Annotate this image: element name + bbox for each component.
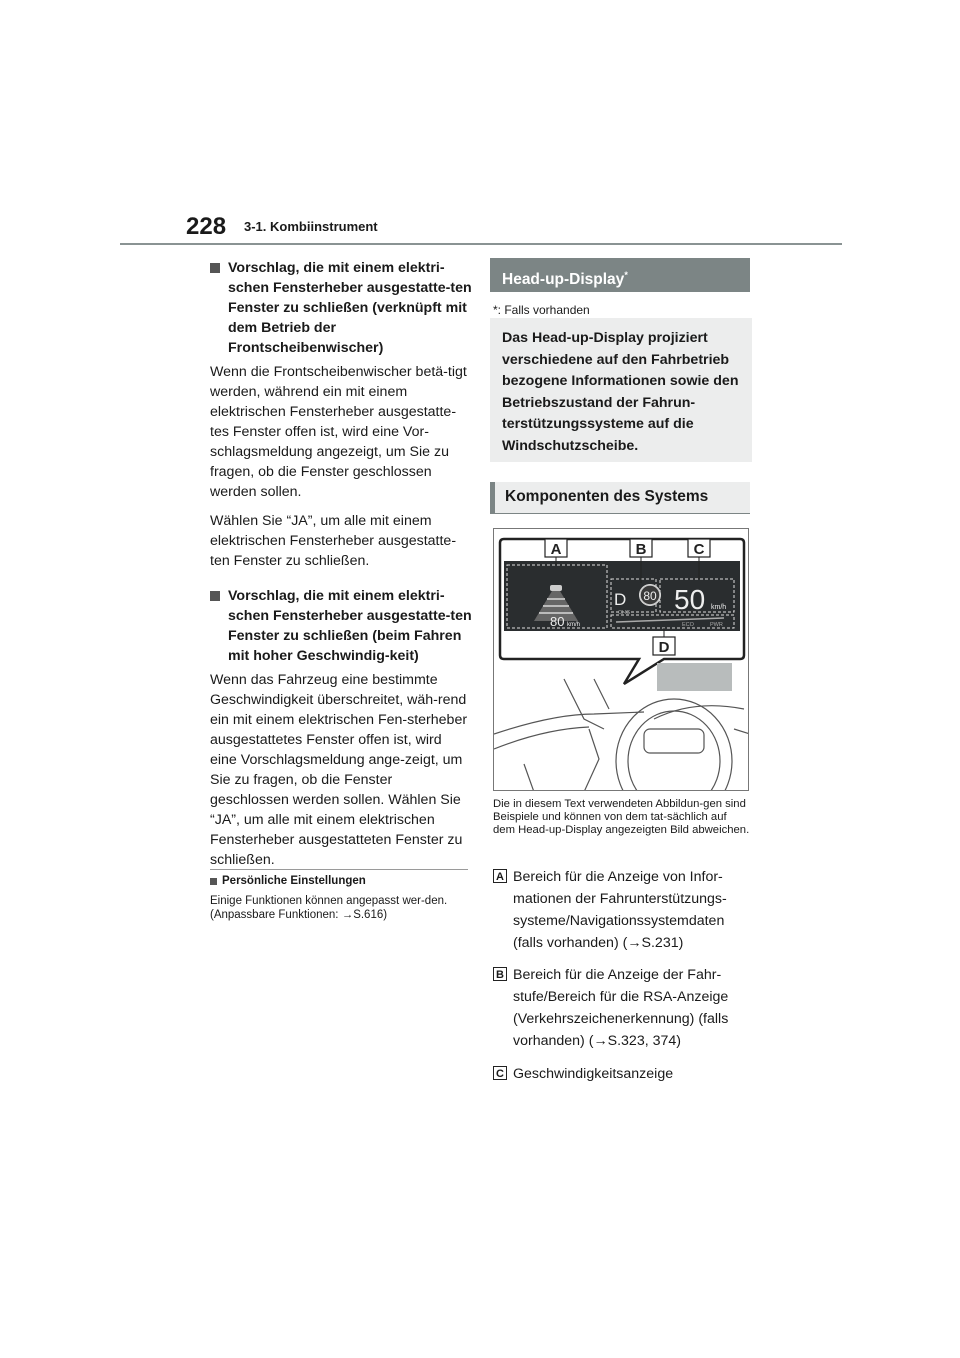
left-column — [210, 258, 472, 879]
header-rule — [120, 243, 842, 245]
square-bullet-icon — [210, 263, 220, 273]
hud-diagram — [494, 529, 749, 791]
subheading-wiper-proposal: Vorschlag, die mit einem elektri-schen Fensterheber ausgestatte-ten Fenster zu schließen (verknüpft mit dem Betrieb der Frontscheibenwischer) — [210, 258, 472, 358]
item-label: A — [493, 869, 507, 883]
label-b: B — [635, 541, 647, 558]
footnote: *: Falls vorhanden — [493, 303, 590, 317]
square-bullet-icon — [210, 591, 220, 601]
set-speed-unit: km/h — [567, 622, 581, 628]
label-d: D — [658, 639, 670, 656]
list-item — [493, 866, 751, 954]
speed-unit: km/h — [711, 604, 727, 611]
subheading-speed-proposal: Vorschlag, die mit einem elektri-schen Fensterheber ausgestatte-ten Fenster zu schließen (beim Fahren mit hoher Geschwindig-keit) — [210, 586, 472, 666]
speed-limit-value: 80 — [643, 589, 657, 603]
item-text: Bereich für die Anzeige der Fahr-stufe/Bereich für die RSA-Anzeige (Verkehrszeichenerkennung) (falls vorhanden) (→S.323, 374) — [513, 967, 729, 1049]
hud-illustration — [493, 528, 749, 791]
label-a: A — [550, 541, 562, 558]
list-item — [493, 964, 751, 1052]
label-c: C — [693, 541, 705, 558]
item-label: B — [493, 967, 507, 981]
set-speed-value: 80 — [550, 614, 565, 629]
components-heading: Komponenten des Systems — [490, 482, 750, 514]
square-bullet-icon — [210, 878, 217, 885]
figure-caption: Die in diesem Text verwendeten Abbildun-gen sind Beispiele und können von dem tat-sächlich auf dem Head-up-Display angezeigten Bild abweichen. — [493, 798, 750, 836]
section-banner-hud: Head-up-Display* — [490, 258, 750, 292]
gear-indicator: D — [614, 590, 627, 609]
note-body: Einige Funktionen können angepasst wer-den. (Anpassbare Funktionen: →S.616) — [210, 895, 448, 921]
paragraph: Wenn die Frontscheibenwischer betä-tigt werden, während ein mit einem elektrischen Fensterheber ausgestatte-tes Fenster offen ist, wird eine Vor-schlagsmeldung angezeigt, um Sie zu fragen, ob die Fenster geschlossen werden sollen. — [210, 364, 467, 500]
intro-box: Das Head-up-Display projiziert verschiedene auf den Fahrbetrieb bezogene Informationen sowie den Betriebszustand der Fahrun-terstützungssysteme auf die Windschutzscheibe. — [490, 318, 752, 462]
paragraph: Wenn das Fahrzeug eine bestimmte Geschwindigkeit überschreitet, wäh-rend ein mit einem elektrischen Fen-sterheber ausgestattetes Fenster offen ist, wird eine Vorschlagsmeldung ange-zeigt, um Sie zu fragen, ob die Fenster geschlossen werden sollen. Wählen Sie “JA”, um alle mit einem elektrischen Fensterheber ausgestatteten Fenster zu schließen. — [210, 672, 468, 868]
paragraph: Wählen Sie “JA”, um alle mit einem elektrischen Fensterheber ausgestatte-ten Fenster zu schließen. — [210, 513, 457, 569]
chg-label: CHG — [618, 610, 631, 616]
list-item — [493, 1063, 751, 1085]
speed-value: 50 — [674, 584, 706, 615]
note-heading: Persönliche Einstellungen — [210, 875, 366, 887]
page-number: 228 — [186, 213, 227, 240]
item-text: Geschwindigkeitsanzeige — [513, 1066, 674, 1082]
item-text: Bereich für die Anzeige von Infor-mationen der Fahrunterstützungs-systeme/Navigationssystemdaten (falls vorhanden) (→S.231) — [513, 869, 727, 951]
dashboard-lineart — [494, 679, 749, 791]
note-rule — [210, 869, 468, 870]
item-label: C — [493, 1066, 507, 1080]
section-title: 3-1. Kombiinstrument — [244, 219, 378, 234]
car-icon — [550, 585, 562, 591]
pwr-label: PWR — [710, 622, 723, 628]
grey-panel — [657, 663, 732, 691]
eco-label: ECO — [682, 622, 694, 628]
